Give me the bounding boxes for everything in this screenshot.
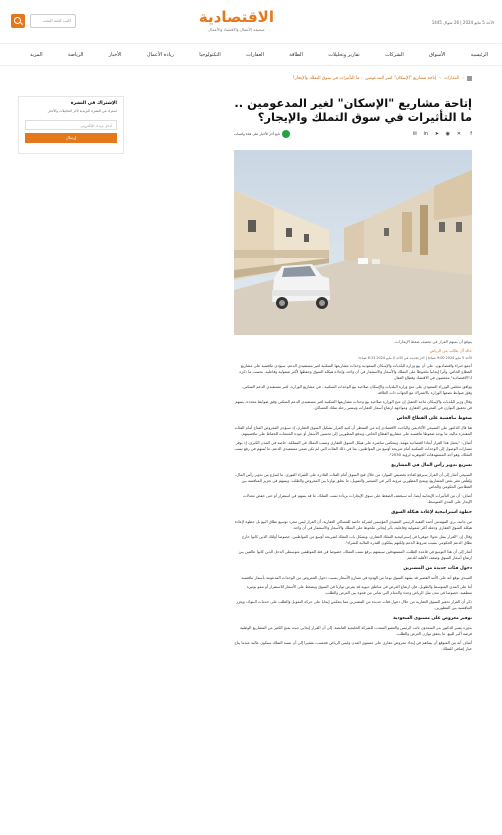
logo-tagline: صحيفة الأعمال والاقتصاد والأعمال	[208, 27, 265, 32]
article-paragraph: العبيدي توقع أنه على الأمد القصير قد يشهد السوق نوعا من الهدوء في تسارع الأسعار بسبب دخول المعروض من الوحدات المدعومة بأسعار تنافسية.	[240, 575, 472, 580]
newsletter-email-input[interactable]: أدخل بريدك الإلكتروني	[25, 120, 117, 130]
whatsapp-icon[interactable]: ◉	[445, 131, 450, 137]
nav-item[interactable]: المزيد	[30, 52, 43, 58]
article-paragraph: من جانبه، يرى المهندس أحمد الفقيه الرئيس التنفيذي المؤسس لشركة خاصة للمساكن العقارية، أن القرار ليس مجرد توسيع نطاق البيع بل خطوة لإعادة هيكلة السوق العقاري وجعله أكثر شمولية وفاعلية، بأثر إيجابي ملحوظ على التملك والأسعار والاستثمار في آن واحد.	[234, 519, 472, 530]
housing-street-image	[234, 150, 472, 335]
nav-item[interactable]: التكنولوجيا	[199, 52, 221, 58]
section-heading: تسريع تدوير رأس المال في المشاريع	[391, 463, 472, 468]
article-title: إتاحة مشاريع "الإسكان" لغير المدعومين .. ما التأثيرات في سوق التملك والإيجار؟	[234, 96, 472, 124]
section-heading: توفير معروض على مستوى السعودية	[393, 616, 472, 621]
article-paragraph: بدوره يشير الدكتور بدر السعدون نائب الرئيس والعضو المنتدب للشركة الخليجية القابضة، إلى أن القرار إيجابي حيث يمنح الكثير من المشاريع الوطنية فرصة أكبر للبيع، ما يحقق توازن العرض والطلب.	[239, 625, 472, 636]
article-paragraph: ووافق مجلس الوزراء السعودي على منح وزارة البلديات والإسكان صلاحية بيع الوحدات السكنية - في مشاريع الوزارة- لغير مستفيدي الدعم السكني، وفق ضوابط تضعها الوزارة بالاشتراك مع الجهات ذات العلاقة.	[241, 384, 472, 395]
section-heading: دخول فئات جديدة من المشترين	[403, 566, 472, 571]
newsletter-subtitle: اشترك في النشرة البريدية لأخر التحليلات والأخبار	[47, 109, 117, 113]
linkedin-icon[interactable]: in	[423, 131, 428, 137]
facebook-icon[interactable]: f	[470, 131, 472, 137]
x-icon[interactable]: ✕	[456, 131, 461, 137]
article-paragraph: أضاف أنه من المتوقع أن يساهم في إيجاد معروض عقاري على مستوى المدن وليس الرياض فحسب، مشيرا إلى أن نسبة التملك ستكون عالية عندما يتاح خيار إضافي للتملك.	[234, 640, 472, 651]
breadcrumb-section[interactable]: العقارات	[443, 76, 460, 81]
whatsapp-channel-icon	[282, 130, 290, 138]
nav-item[interactable]: تقارير وتحليلات	[328, 52, 360, 58]
dateline: الأحد 5 مايو 2024 | 26 شوال 1445	[431, 20, 494, 25]
logo-wordmark: الاقتصادية	[198, 8, 274, 26]
newsletter-submit-button[interactable]: إرسال	[25, 133, 117, 143]
home-icon[interactable]	[467, 76, 472, 81]
article-photo	[234, 150, 472, 335]
article-paragraph: ذكر أن القرار تحفيز للسوق العقارية من خلال دخول فئات جديدة من المشترين مما ينعكس إيجابا على حركة التمويل والطلب على خدمات البنوك، ويعزز التنافسية بين المطورين.	[236, 599, 472, 610]
article-paragraph: أضاف: أن من التأثيرات الإيجابية أيضا، أنه سيخفف الضغط على سوق الإيجارات بزيادة نسب التملك، ما قد يسهم في استقرار أو حتى خفض معدلات الإيجار على المدى المتوسط.	[243, 493, 472, 504]
photo-caption: يتوقع أن يسهم القرار في تخفيف ضغط الإيجارات.	[394, 339, 472, 344]
article-paragraph: هنا قال الدكتور علي السبيعي الأكاديمي والباحث الاقتصادي إنه من المنتظر أن يُعيد القرار تشكيل السوق العقاري، إذ سيؤدي المعروض المتاح أمام الفئات المقتدرة مالية، ما يوجد ضغوطا تنافسية على مشاريع القطاع الخاص، ويدفع المطورين إلى تحسين الأسعار أو جودة المنتجات للحفاظ على تنافسيتهم.	[234, 425, 472, 436]
telegram-icon[interactable]: ➤	[434, 131, 439, 137]
article-body	[234, 363, 472, 652]
breadcrumb-current: إتاحة مشاريع "الإسكان" لغير المدعومين .. ما التأثيرات في سوق التملك والإيجار؟	[292, 76, 437, 81]
nav-item[interactable]: الأخبار	[108, 52, 122, 58]
article-paragraph: وقال وزير البلديات والإسكان ماجد الحقيل إن منح الوزارة صلاحية بيع وحدات مشاريعها السكنية لغير مستفيدي الدعم السكني وفق ضوابط محددة، يسهم في تحقيق التوازن في المعروض العقاري ومواجهة ارتفاع أسعار العقارات وتيسير رحلة تملك المساكن.	[235, 399, 472, 410]
search-input[interactable]: اكتب كلمة البحث	[30, 14, 76, 28]
site-logo[interactable]	[199, 8, 274, 32]
nav-item[interactable]: الطاقة	[289, 52, 303, 58]
article-meta: الأحد 5 مايو 2024 9:00 صباحا | آخر تحديث في الأحد 5 مايو 2024 6:13 صباحا	[358, 356, 472, 360]
section-heading: ضغوط تنافسية على القطاع الخاص	[396, 416, 472, 421]
nav-item[interactable]: الرياضة	[67, 52, 84, 58]
nav-item[interactable]: العقارات	[246, 52, 264, 58]
article-paragraph: أشار إلى أن هذا التوسع في قاعدة الطلب، المستهدفين سيسهم برفع نسب التملك، خصوصا في فئة الموظفين متوسطي الدخل الذين كانوا عالقين بين ارتفاع أسعار السوق وضعف الأهلية للدعم.	[238, 549, 472, 560]
article-paragraph: السبيعي أشار إلى أن القرار سيرفع كفاءة تخصيص الموارد من خلال فتح السوق أمام الفئات القادرة على الشراء الفوري، ما يُسرّع من تدوير رأس المال، ويُقلّص تعثر بعض المشاريع، ويمنح المطورين مرونة أكبر في التسعير والتمويل، ما يخلق توازنا بين المعروض والطلب، ويسهم في تعزيز المنافسة بين القطاعين الحكومي والخاص.	[235, 472, 472, 489]
nav-item[interactable]: الشركات	[385, 52, 404, 58]
article-author[interactable]: خالد آل طالب من الرياض	[429, 348, 472, 353]
breadcrumb: › العقارات › إتاحة مشاريع "الإسكان" لغير المدعومين .. ما التأثيرات في سوق التملك والإيجار؟	[292, 76, 472, 81]
nav-item[interactable]: ريادة الأعمال	[146, 52, 174, 58]
nav-item[interactable]: الرئيسية	[470, 52, 488, 58]
newsletter-box	[18, 96, 124, 154]
article-paragraph: وقال إن "القرار يمثل تحولا جوهريا في إستراتيجية التملك العقاري، ويشكل باب التملك لشريحة أوسع من المواطنين، خصوصا أولئك الذين كانوا خارج نطاق الدعم الحكومي بسبب شروط الدعم ولكنهم يملكون القدرة المالية للشراء".	[241, 534, 472, 545]
main-nav	[0, 52, 502, 66]
site-header	[0, 0, 502, 44]
section-heading: خطوة استراتيجية لإعادة هيكلة السوق	[391, 510, 472, 515]
article	[234, 96, 472, 652]
email-icon[interactable]: ✉	[412, 131, 417, 137]
article-paragraph: أضاف: "يحمل هذا القرار أبعادا اقتصادية مهمة، وينعكس مباشرة على هيكل السوق العقاري ونسب التملك في المملكة، خاصة في المدن الكبرى، إذ يوفر مسارات الوصول إلى الوحدات السكنية أمام شريحة أوسع من المواطنين، بما في ذلك الفئات التي لم تكن ضمن مستفيدي الدعم، ما يُسهم في رفع نسب التملك، وهو أحد المستهدفات الجوهرية لرؤية 2030".	[234, 440, 472, 457]
search-icon[interactable]	[11, 14, 25, 28]
share-icons	[412, 132, 472, 137]
article-paragraph: أجمع خبراء واقتصاديون، على أن بيع وزارة البلديات والإسكان السعودية وحدات مشاريعها السكنية لغير مستفيدي الدعم، سيؤدي تنافسية على مشاريع القطاع الخاص، وأثرا إيجابيا ملحوظا على التملك والأسعار والاستثمار في آن واحد، وإعادة هيكلة السوق وحفظها لأكثر شمولية وفاعلية، بحسب ما ذكره لـ"الاقتصادية" مختصون في الاقتصاد وقطاع العقار.	[239, 363, 472, 380]
share-bar	[234, 130, 472, 140]
nav-item[interactable]: الأسواق	[429, 52, 446, 58]
article-paragraph: أما على المدى المتوسط والطويل، فإن ارتفاع العرض في مناطق حيوية قد يفرض توازنا في السوق ويضغط على الأسعار للاستقرار أو تنمو بوتيرة منطقية، خصوصا في مدن مثل الرياض وجدة والدمام التي تعاني من فجوة بين العرض والطلب.	[246, 584, 472, 595]
whatsapp-follow[interactable]: تابع أخر الأخبار على قناة واتساب	[234, 130, 290, 138]
newsletter-title: الإشتراك في النشرة	[70, 101, 117, 106]
